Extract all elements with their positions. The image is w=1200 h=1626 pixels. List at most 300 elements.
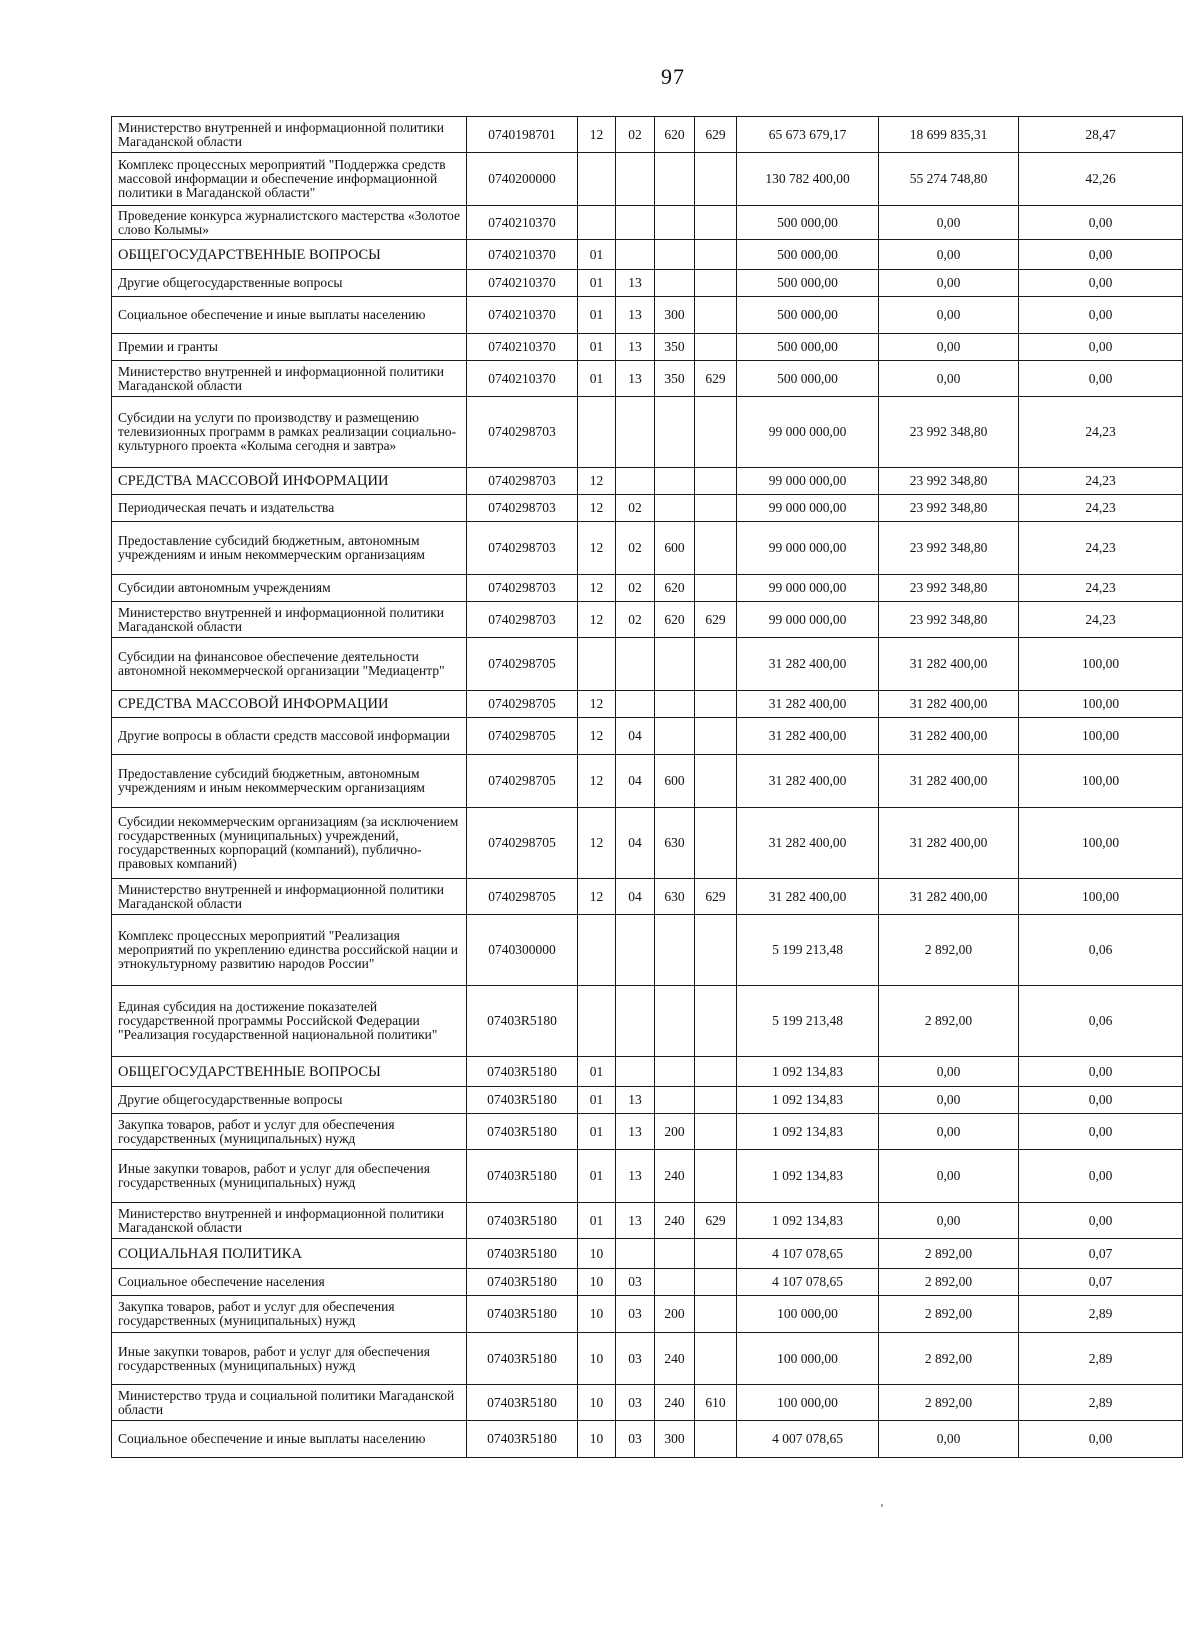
cell-fact: 0,00: [879, 361, 1019, 397]
cell-code: 0740298703: [467, 602, 578, 638]
cell-grbs: 629: [695, 117, 737, 153]
cell-code: 0740198701: [467, 117, 578, 153]
cell-vr: [655, 1239, 695, 1269]
cell-pr: 03: [616, 1296, 655, 1333]
cell-rz: 10: [578, 1239, 616, 1269]
cell-pct: 2,89: [1019, 1385, 1183, 1421]
cell-pr: 03: [616, 1333, 655, 1385]
table-body: [112, 117, 1183, 1458]
table-row: [112, 1150, 1183, 1203]
cell-code: 0740298705: [467, 755, 578, 808]
cell-name: Министерство внутренней и информационной политики Магаданской области: [112, 1203, 467, 1239]
cell-rz: 10: [578, 1269, 616, 1296]
cell-pct: 0,00: [1019, 1087, 1183, 1114]
cell-rz: 12: [578, 755, 616, 808]
cell-rz: 01: [578, 297, 616, 334]
cell-rz: 12: [578, 691, 616, 718]
cell-pct: 100,00: [1019, 691, 1183, 718]
cell-code: 0740210370: [467, 206, 578, 240]
table-row: [112, 334, 1183, 361]
cell-pr: 13: [616, 334, 655, 361]
cell-plan: 65 673 679,17: [737, 117, 879, 153]
cell-pr: 02: [616, 522, 655, 575]
cell-rz: 01: [578, 1087, 616, 1114]
table-row: [112, 1333, 1183, 1385]
cell-pr: 04: [616, 755, 655, 808]
cell-grbs: [695, 808, 737, 879]
table-row: [112, 1114, 1183, 1150]
cell-pr: 03: [616, 1421, 655, 1458]
cell-plan: 5 199 213,48: [737, 915, 879, 986]
table-row: [112, 691, 1183, 718]
cell-pct: 100,00: [1019, 808, 1183, 879]
cell-vr: 300: [655, 1421, 695, 1458]
cell-pr: [616, 638, 655, 691]
cell-name: Субсидии автономным учреждениям: [112, 575, 467, 602]
cell-plan: 100 000,00: [737, 1385, 879, 1421]
cell-grbs: [695, 1114, 737, 1150]
cell-code: 0740298705: [467, 638, 578, 691]
cell-fact: 23 992 348,80: [879, 397, 1019, 468]
cell-rz: [578, 986, 616, 1057]
cell-grbs: [695, 915, 737, 986]
cell-grbs: [695, 522, 737, 575]
cell-plan: 1 092 134,83: [737, 1114, 879, 1150]
cell-rz: [578, 915, 616, 986]
cell-pr: 13: [616, 1203, 655, 1239]
cell-code: 07403R5180: [467, 1239, 578, 1269]
cell-vr: 200: [655, 1114, 695, 1150]
cell-fact: 2 892,00: [879, 1385, 1019, 1421]
cell-pct: 0,00: [1019, 297, 1183, 334]
cell-pr: 13: [616, 361, 655, 397]
table-row: [112, 879, 1183, 915]
cell-plan: 99 000 000,00: [737, 397, 879, 468]
table-row: [112, 361, 1183, 397]
cell-pct: 0,00: [1019, 1057, 1183, 1087]
cell-rz: 12: [578, 879, 616, 915]
table-row: [112, 297, 1183, 334]
cell-pr: [616, 1239, 655, 1269]
cell-pr: 13: [616, 297, 655, 334]
cell-name: Комплекс процессных мероприятий "Реализация мероприятий по укреплению единства российской нации и этнокультурному развитию народов России": [112, 915, 467, 986]
cell-vr: 240: [655, 1333, 695, 1385]
cell-pr: [616, 153, 655, 206]
cell-vr: 350: [655, 361, 695, 397]
cell-code: 0740298703: [467, 468, 578, 495]
cell-pr: 04: [616, 718, 655, 755]
cell-rz: 10: [578, 1385, 616, 1421]
cell-vr: [655, 468, 695, 495]
cell-code: 0740298703: [467, 397, 578, 468]
cell-rz: [578, 206, 616, 240]
cell-code: 07403R5180: [467, 1269, 578, 1296]
cell-plan: 4 107 078,65: [737, 1269, 879, 1296]
cell-plan: 500 000,00: [737, 240, 879, 270]
cell-pct: 24,23: [1019, 397, 1183, 468]
cell-pr: [616, 1057, 655, 1087]
cell-name: ОБЩЕГОСУДАРСТВЕННЫЕ ВОПРОСЫ: [112, 1057, 467, 1087]
cell-plan: 31 282 400,00: [737, 808, 879, 879]
cell-pr: 02: [616, 495, 655, 522]
cell-grbs: [695, 1296, 737, 1333]
cell-plan: 1 092 134,83: [737, 1203, 879, 1239]
cell-name: Субсидии на услуги по производству и размещению телевизионных программ в рамках реализации социально-культурного проекта «Колыма сегодня и завтра»: [112, 397, 467, 468]
cell-fact: 0,00: [879, 334, 1019, 361]
cell-grbs: [695, 638, 737, 691]
cell-name: СОЦИАЛЬНАЯ ПОЛИТИКА: [112, 1239, 467, 1269]
cell-name: Министерство труда и социальной политики Магаданской области: [112, 1385, 467, 1421]
cell-plan: 500 000,00: [737, 361, 879, 397]
cell-pr: 04: [616, 879, 655, 915]
cell-rz: 12: [578, 718, 616, 755]
cell-grbs: [695, 755, 737, 808]
table-row: [112, 638, 1183, 691]
cell-grbs: [695, 1087, 737, 1114]
cell-pct: 0,07: [1019, 1269, 1183, 1296]
cell-name: СРЕДСТВА МАССОВОЙ ИНФОРМАЦИИ: [112, 691, 467, 718]
cell-pct: 0,00: [1019, 240, 1183, 270]
cell-pct: 24,23: [1019, 468, 1183, 495]
cell-name: Закупка товаров, работ и услуг для обеспечения государственных (муниципальных) нужд: [112, 1296, 467, 1333]
cell-rz: 10: [578, 1296, 616, 1333]
cell-vr: 200: [655, 1296, 695, 1333]
cell-name: Предоставление субсидий бюджетным, автономным учреждениям и иным некоммерческим организациям: [112, 755, 467, 808]
cell-rz: [578, 397, 616, 468]
cell-name: Иные закупки товаров, работ и услуг для обеспечения государственных (муниципальных) нужд: [112, 1333, 467, 1385]
cell-pr: [616, 397, 655, 468]
cell-pr: [616, 986, 655, 1057]
cell-fact: 2 892,00: [879, 915, 1019, 986]
cell-fact: 0,00: [879, 1150, 1019, 1203]
cell-rz: 10: [578, 1333, 616, 1385]
cell-rz: [578, 638, 616, 691]
cell-rz: 12: [578, 602, 616, 638]
cell-rz: 10: [578, 1421, 616, 1458]
cell-fact: 2 892,00: [879, 1239, 1019, 1269]
cell-pct: 0,00: [1019, 1421, 1183, 1458]
table-row: [112, 468, 1183, 495]
cell-name: Предоставление субсидий бюджетным, автономным учреждениям и иным некоммерческим организациям: [112, 522, 467, 575]
table-row: [112, 575, 1183, 602]
cell-vr: [655, 206, 695, 240]
cell-grbs: [695, 1150, 737, 1203]
cell-grbs: [695, 1269, 737, 1296]
cell-plan: 5 199 213,48: [737, 986, 879, 1057]
cell-rz: 01: [578, 1150, 616, 1203]
cell-code: 0740298705: [467, 718, 578, 755]
cell-rz: 01: [578, 1203, 616, 1239]
cell-name: Другие общегосударственные вопросы: [112, 1087, 467, 1114]
cell-fact: 0,00: [879, 297, 1019, 334]
table-row: [112, 1269, 1183, 1296]
cell-vr: 620: [655, 602, 695, 638]
cell-code: 0740300000: [467, 915, 578, 986]
cell-fact: 2 892,00: [879, 986, 1019, 1057]
cell-grbs: [695, 691, 737, 718]
cell-code: 07403R5180: [467, 1296, 578, 1333]
cell-vr: [655, 270, 695, 297]
cell-grbs: 629: [695, 1203, 737, 1239]
table-row: [112, 808, 1183, 879]
cell-rz: 01: [578, 1114, 616, 1150]
cell-rz: 01: [578, 1057, 616, 1087]
cell-vr: [655, 397, 695, 468]
cell-code: 07403R5180: [467, 1114, 578, 1150]
cell-vr: [655, 691, 695, 718]
cell-pct: 24,23: [1019, 522, 1183, 575]
cell-plan: 99 000 000,00: [737, 468, 879, 495]
table-row: [112, 718, 1183, 755]
cell-pct: 24,23: [1019, 495, 1183, 522]
cell-vr: 240: [655, 1385, 695, 1421]
cell-name: Субсидии на финансовое обеспечение деятельности автономной некоммерческой организации "Медиацентр": [112, 638, 467, 691]
cell-code: 07403R5180: [467, 1087, 578, 1114]
cell-pct: 2,89: [1019, 1296, 1183, 1333]
cell-vr: 620: [655, 117, 695, 153]
cell-vr: [655, 495, 695, 522]
cell-code: 0740298705: [467, 879, 578, 915]
cell-vr: [655, 1057, 695, 1087]
cell-code: 07403R5180: [467, 1057, 578, 1087]
table-row: [112, 1296, 1183, 1333]
page-number: 97: [661, 64, 685, 89]
cell-code: 0740298703: [467, 522, 578, 575]
cell-name: Периодическая печать и издательства: [112, 495, 467, 522]
cell-fact: 23 992 348,80: [879, 495, 1019, 522]
cell-pr: 04: [616, 808, 655, 879]
cell-grbs: [695, 1239, 737, 1269]
cell-fact: 18 699 835,31: [879, 117, 1019, 153]
cell-plan: 130 782 400,00: [737, 153, 879, 206]
cell-pr: 02: [616, 602, 655, 638]
cell-plan: 1 092 134,83: [737, 1057, 879, 1087]
cell-pct: 2,89: [1019, 1333, 1183, 1385]
cell-rz: 12: [578, 522, 616, 575]
cell-name: СРЕДСТВА МАССОВОЙ ИНФОРМАЦИИ: [112, 468, 467, 495]
cell-fact: 2 892,00: [879, 1296, 1019, 1333]
cell-fact: 31 282 400,00: [879, 808, 1019, 879]
cell-vr: 620: [655, 575, 695, 602]
cell-plan: 99 000 000,00: [737, 522, 879, 575]
cell-grbs: [695, 1057, 737, 1087]
cell-pct: 0,00: [1019, 270, 1183, 297]
table-row: [112, 153, 1183, 206]
table-row: [112, 1239, 1183, 1269]
cell-name: Министерство внутренней и информационной политики Магаданской области: [112, 602, 467, 638]
table-row: [112, 495, 1183, 522]
cell-name: Социальное обеспечение и иные выплаты населению: [112, 1421, 467, 1458]
cell-fact: 31 282 400,00: [879, 755, 1019, 808]
cell-code: 0740298703: [467, 575, 578, 602]
cell-fact: 0,00: [879, 1087, 1019, 1114]
cell-grbs: [695, 270, 737, 297]
cell-code: 0740210370: [467, 270, 578, 297]
cell-grbs: 629: [695, 602, 737, 638]
cell-grbs: [695, 206, 737, 240]
cell-fact: 0,00: [879, 240, 1019, 270]
cell-pct: 100,00: [1019, 718, 1183, 755]
cell-pct: 0,00: [1019, 206, 1183, 240]
cell-rz: 01: [578, 361, 616, 397]
cell-pct: 0,06: [1019, 915, 1183, 986]
cell-name: Социальное обеспечение и иные выплаты населению: [112, 297, 467, 334]
cell-rz: 12: [578, 575, 616, 602]
cell-fact: 31 282 400,00: [879, 691, 1019, 718]
cell-vr: [655, 718, 695, 755]
cell-vr: 300: [655, 297, 695, 334]
cell-vr: [655, 153, 695, 206]
cell-pct: 0,00: [1019, 1150, 1183, 1203]
table-row: [112, 602, 1183, 638]
cell-name: Другие вопросы в области средств массовой информации: [112, 718, 467, 755]
cell-pct: 100,00: [1019, 638, 1183, 691]
cell-name: ОБЩЕГОСУДАРСТВЕННЫЕ ВОПРОСЫ: [112, 240, 467, 270]
budget-table: [111, 116, 1183, 1458]
cell-pr: [616, 206, 655, 240]
cell-plan: 31 282 400,00: [737, 718, 879, 755]
cell-grbs: [695, 468, 737, 495]
cell-rz: [578, 153, 616, 206]
table-row: [112, 117, 1183, 153]
cell-rz: 01: [578, 240, 616, 270]
cell-vr: 350: [655, 334, 695, 361]
cell-grbs: [695, 334, 737, 361]
cell-plan: 99 000 000,00: [737, 495, 879, 522]
cell-grbs: [695, 397, 737, 468]
cell-name: Закупка товаров, работ и услуг для обеспечения государственных (муниципальных) нужд: [112, 1114, 467, 1150]
cell-code: 07403R5180: [467, 1203, 578, 1239]
cell-code: 0740298705: [467, 691, 578, 718]
cell-pr: 13: [616, 270, 655, 297]
cell-code: 0740210370: [467, 240, 578, 270]
cell-pr: [616, 240, 655, 270]
cell-vr: [655, 638, 695, 691]
cell-pct: 100,00: [1019, 755, 1183, 808]
cell-vr: 240: [655, 1203, 695, 1239]
cell-name: Иные закупки товаров, работ и услуг для обеспечения государственных (муниципальных) нужд: [112, 1150, 467, 1203]
cell-fact: 31 282 400,00: [879, 879, 1019, 915]
table-row: [112, 755, 1183, 808]
cell-fact: 55 274 748,80: [879, 153, 1019, 206]
cell-pr: [616, 691, 655, 718]
cell-vr: 630: [655, 808, 695, 879]
cell-grbs: 629: [695, 361, 737, 397]
cell-code: 0740210370: [467, 361, 578, 397]
cell-pr: [616, 915, 655, 986]
cell-rz: 01: [578, 334, 616, 361]
cell-plan: 4 007 078,65: [737, 1421, 879, 1458]
cell-code: 07403R5180: [467, 1421, 578, 1458]
cell-grbs: 610: [695, 1385, 737, 1421]
cell-pct: 0,07: [1019, 1239, 1183, 1269]
cell-plan: 31 282 400,00: [737, 691, 879, 718]
cell-plan: 100 000,00: [737, 1333, 879, 1385]
cell-grbs: [695, 1421, 737, 1458]
cell-grbs: [695, 495, 737, 522]
cell-rz: 01: [578, 270, 616, 297]
cell-code: 0740298703: [467, 495, 578, 522]
cell-name: Проведение конкурса журналистского мастерства «Золотое слово Колымы»: [112, 206, 467, 240]
cell-pr: 02: [616, 117, 655, 153]
cell-vr: 600: [655, 755, 695, 808]
cell-grbs: [695, 575, 737, 602]
cell-code: 07403R5180: [467, 1150, 578, 1203]
cell-pr: 03: [616, 1269, 655, 1296]
cell-grbs: [695, 986, 737, 1057]
cell-pct: 0,00: [1019, 1203, 1183, 1239]
cell-plan: 4 107 078,65: [737, 1239, 879, 1269]
cell-pct: 0,00: [1019, 361, 1183, 397]
cell-pct: 0,00: [1019, 334, 1183, 361]
cell-pr: 03: [616, 1385, 655, 1421]
cell-plan: 500 000,00: [737, 297, 879, 334]
cell-name: Премии и гранты: [112, 334, 467, 361]
cell-plan: 500 000,00: [737, 334, 879, 361]
cell-vr: 600: [655, 522, 695, 575]
scan-speck: [881, 1504, 883, 1507]
cell-fact: 23 992 348,80: [879, 575, 1019, 602]
cell-rz: 12: [578, 495, 616, 522]
table-row: [112, 397, 1183, 468]
cell-fact: 31 282 400,00: [879, 638, 1019, 691]
table-row: [112, 270, 1183, 297]
table-row: [112, 1385, 1183, 1421]
cell-name: Комплекс процессных мероприятий "Поддержка средств массовой информации и обеспечение информационной политики в Магаданской области": [112, 153, 467, 206]
cell-pct: 0,06: [1019, 986, 1183, 1057]
cell-code: 07403R5180: [467, 986, 578, 1057]
cell-name: Единая субсидия на достижение показателей государственной программы Российской Федерации "Реализация государственной национальной политики": [112, 986, 467, 1057]
table-row: [112, 240, 1183, 270]
table-row: [112, 206, 1183, 240]
cell-name: Субсидии некоммерческим организациям (за исключением государственных (муниципальных) учреждений, государственных корпораций (компаний), публично-правовых компаний): [112, 808, 467, 879]
cell-grbs: [695, 718, 737, 755]
cell-pct: 24,23: [1019, 575, 1183, 602]
cell-plan: 100 000,00: [737, 1296, 879, 1333]
cell-vr: [655, 986, 695, 1057]
cell-fact: 23 992 348,80: [879, 522, 1019, 575]
cell-fact: 0,00: [879, 1203, 1019, 1239]
cell-name: Социальное обеспечение населения: [112, 1269, 467, 1296]
cell-plan: 1 092 134,83: [737, 1087, 879, 1114]
cell-plan: 500 000,00: [737, 270, 879, 297]
cell-vr: 630: [655, 879, 695, 915]
cell-code: 07403R5180: [467, 1333, 578, 1385]
cell-grbs: [695, 1333, 737, 1385]
cell-plan: 500 000,00: [737, 206, 879, 240]
cell-fact: 23 992 348,80: [879, 468, 1019, 495]
cell-pct: 24,23: [1019, 602, 1183, 638]
cell-code: 0740200000: [467, 153, 578, 206]
cell-vr: [655, 1087, 695, 1114]
cell-plan: 31 282 400,00: [737, 638, 879, 691]
table-row: [112, 915, 1183, 986]
table-row: [112, 1087, 1183, 1114]
cell-fact: 2 892,00: [879, 1333, 1019, 1385]
cell-grbs: [695, 153, 737, 206]
cell-fact: 0,00: [879, 1114, 1019, 1150]
cell-pr: 13: [616, 1114, 655, 1150]
cell-fact: 0,00: [879, 1057, 1019, 1087]
cell-fact: 31 282 400,00: [879, 718, 1019, 755]
cell-pr: 02: [616, 575, 655, 602]
cell-rz: 12: [578, 808, 616, 879]
cell-plan: 99 000 000,00: [737, 575, 879, 602]
cell-rz: 12: [578, 468, 616, 495]
cell-grbs: 629: [695, 879, 737, 915]
cell-vr: [655, 915, 695, 986]
cell-pct: 28,47: [1019, 117, 1183, 153]
